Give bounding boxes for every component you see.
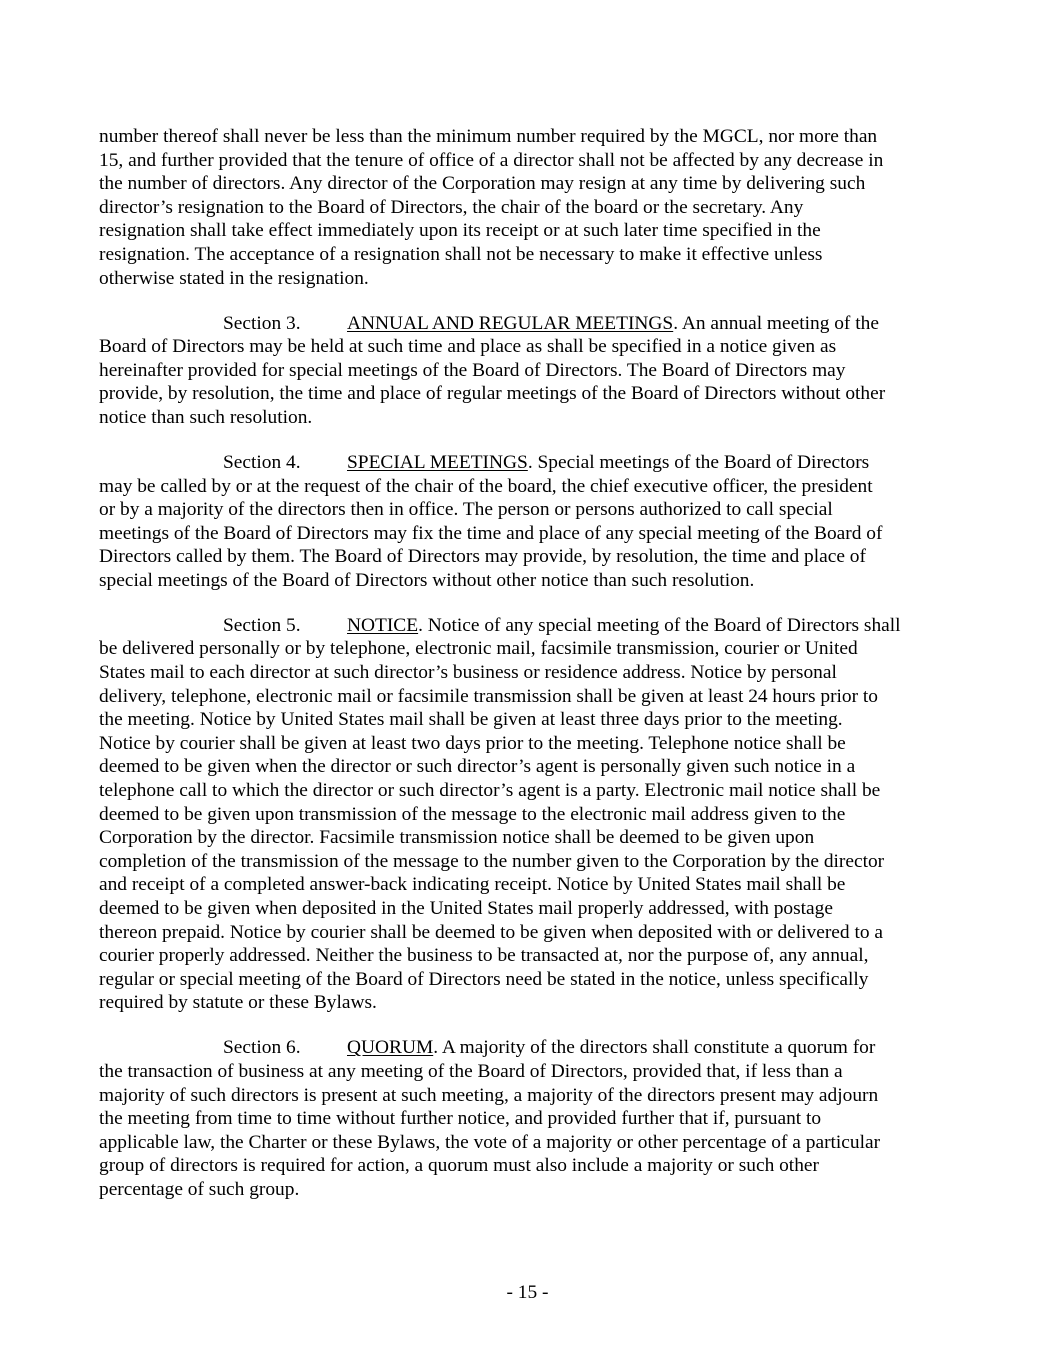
- text-line: the number of directors. Any director of the Corporation may resign at any time by delivering such: [99, 173, 866, 195]
- text-line: telephone call to which the director or such director’s agent is a party. Electronic mail notice shall be: [99, 780, 881, 802]
- text-line: number thereof shall never be less than the minimum number required by the MGCL, nor more than: [99, 126, 878, 147]
- text-line: notice than such resolution.: [99, 406, 313, 428]
- text-line: the meeting. Notice by United States mail shall be given at least three days prior to the meeting.: [99, 709, 843, 731]
- text-line: Notice by courier shall be given at least two days prior to the meeting. Telephone notice shall be: [99, 732, 846, 754]
- page-number: - 15 -: [506, 1282, 549, 1303]
- text-line: Directors called by them. The Board of Directors may provide, by resolution, the time and place of: [99, 546, 866, 568]
- continuation-paragraph: [99, 125, 961, 290]
- section-text: . A majority of the directors shall constitute a quorum for: [433, 1037, 876, 1059]
- section-number: Section 3.: [223, 312, 301, 334]
- text-line: and receipt of a completed answer-back indicating receipt. Notice by United States mail shall be: [99, 874, 846, 896]
- text-line: the meeting from time to time without further notice, and provided further that if, pursuant to: [99, 1108, 822, 1130]
- text-line: resignation shall take effect immediately upon its receipt or at such later time specified in the: [99, 220, 821, 242]
- section-heading: SPECIAL MEETINGS: [347, 451, 528, 473]
- document-body: [99, 125, 961, 1223]
- section-first-line: [99, 451, 961, 475]
- section-number: Section 5.: [223, 614, 301, 636]
- text-line: director’s resignation to the Board of Directors, the chair of the board or the secretary. Any: [99, 196, 804, 218]
- section-4-paragraph: [99, 451, 961, 593]
- section-heading: ANNUAL AND REGULAR MEETINGS: [347, 312, 674, 334]
- text-line: delivery, telephone, electronic mail or facsimile transmission shall be given at least 24 hours prior to: [99, 685, 878, 707]
- section-first-line: [99, 1036, 961, 1060]
- text-line: or by a majority of the directors then in office. The person or persons authorized to call special: [99, 499, 833, 521]
- text-line: regular or special meeting of the Board of Directors need be stated in the notice, unless specifically: [99, 968, 869, 990]
- text-line: majority of such directors is present at such meeting, a majority of the directors present may adjourn: [99, 1084, 879, 1106]
- section-3-paragraph: [99, 312, 961, 430]
- text-line: hereinafter provided for special meetings of the Board of Directors. The Board of Directors may: [99, 359, 846, 381]
- text-line: 15, and further provided that the tenure of office of a director shall not be affected by any decrease in: [99, 149, 884, 171]
- text-line: courier properly addressed. Neither the business to be transacted at, nor the purpose of, any annual,: [99, 945, 869, 967]
- section-number: Section 6.: [223, 1037, 301, 1059]
- section-text: . An annual meeting of the: [673, 312, 879, 334]
- text-line: may be called by or at the request of the chair of the board, the chief executive officer, the president: [99, 475, 873, 497]
- text-line: provide, by resolution, the time and place of regular meetings of the Board of Directors without other: [99, 383, 886, 405]
- text-line: deemed to be given upon transmission of the message to the electronic mail address given to the: [99, 803, 846, 825]
- text-line: required by statute or these Bylaws.: [99, 992, 377, 1014]
- text-line: States mail to each director at such director’s business or residence address. Notice by personal: [99, 662, 837, 684]
- section-heading: QUORUM: [347, 1037, 434, 1059]
- section-first-line: [99, 614, 961, 638]
- text-line: group of directors is required for action, a quorum must also include a majority or such other: [99, 1155, 819, 1177]
- text-line: percentage of such group.: [99, 1178, 300, 1200]
- text-line: Board of Directors may be held at such time and place as shall be specified in a notice given as: [99, 336, 837, 358]
- section-text: . Special meetings of the Board of Directors: [527, 451, 870, 473]
- section-6-paragraph: [99, 1036, 961, 1201]
- text-line: meetings of the Board of Directors may fix the time and place of any special meeting of the Board of: [99, 522, 883, 544]
- section-heading: NOTICE: [347, 614, 419, 636]
- section-first-line: [99, 312, 961, 336]
- text-line: the transaction of business at any meeting of the Board of Directors, provided that, if less than a: [99, 1060, 843, 1082]
- section-number: Section 4.: [223, 451, 301, 473]
- text-line: applicable law, the Charter or these Bylaws, the vote of a majority or other percentage of a particular: [99, 1131, 881, 1153]
- section-text: . Notice of any special meeting of the Board of Directors shall: [418, 614, 901, 636]
- text-line: be delivered personally or by telephone, electronic mail, facsimile transmission, courier or United: [99, 638, 858, 660]
- text-line: deemed to be given when the director or such director’s agent is personally given such notice in a: [99, 756, 856, 778]
- text-line: special meetings of the Board of Directors without other notice than such resolution.: [99, 569, 755, 591]
- section-5-paragraph: [99, 614, 961, 1015]
- text-line: thereon prepaid. Notice by courier shall be deemed to be given when deposited with or delivered to a: [99, 921, 883, 943]
- text-line: deemed to be given when deposited in the United States mail properly addressed, with postage: [99, 897, 833, 919]
- text-line: resignation. The acceptance of a resignation shall not be necessary to make it effective unless: [99, 243, 823, 265]
- text-line: Corporation by the director. Facsimile transmission notice shall be deemed to be given upon: [99, 827, 815, 849]
- text-line: completion of the transmission of the message to the number given to the Corporation by the director: [99, 850, 885, 872]
- text-line: otherwise stated in the resignation.: [99, 267, 369, 289]
